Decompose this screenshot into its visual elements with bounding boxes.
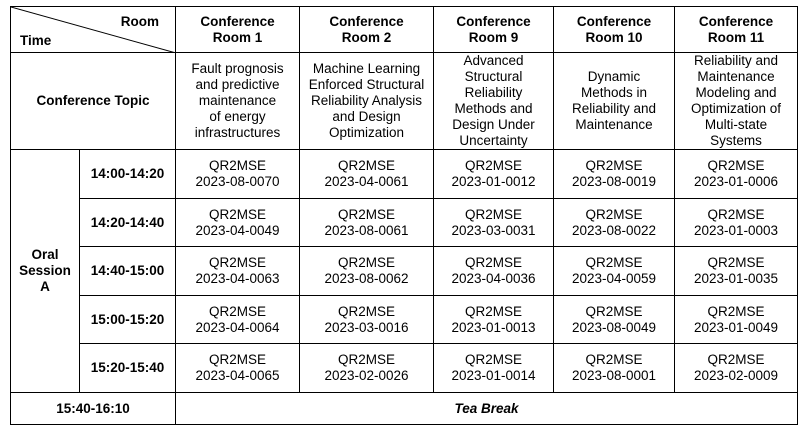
paper-cell: QR2MSE 2023-04-0061 <box>300 150 434 199</box>
header-row <box>11 7 798 53</box>
paper-cell: QR2MSE 2023-02-0026 <box>300 344 434 393</box>
schedule-table <box>10 6 798 425</box>
time-slot: 14:40-15:00 <box>80 247 176 296</box>
paper-cell: QR2MSE 2023-08-0022 <box>554 199 675 247</box>
paper-cell: QR2MSE 2023-01-0049 <box>675 296 798 344</box>
room-header: Conference Room 1 <box>176 7 300 53</box>
tea-break-label: Tea Break <box>176 393 798 425</box>
paper-cell: QR2MSE 2023-01-0012 <box>434 150 554 199</box>
break-row <box>11 393 798 425</box>
table-row <box>11 199 798 247</box>
paper-cell: QR2MSE 2023-08-0070 <box>176 150 300 199</box>
paper-cell: QR2MSE 2023-04-0064 <box>176 296 300 344</box>
room-header: Conference Room 9 <box>434 7 554 53</box>
time-slot: 14:00-14:20 <box>80 150 176 199</box>
time-axis-label: Time <box>20 33 52 48</box>
topic-row-label: Conference Topic <box>11 53 176 150</box>
break-time: 15:40-16:10 <box>11 393 176 425</box>
paper-cell: QR2MSE 2023-08-0019 <box>554 150 675 199</box>
time-slot: 14:20-14:40 <box>80 199 176 247</box>
paper-cell: QR2MSE 2023-03-0031 <box>434 199 554 247</box>
paper-cell: QR2MSE 2023-01-0014 <box>434 344 554 393</box>
table-row <box>11 296 798 344</box>
paper-cell: QR2MSE 2023-08-0001 <box>554 344 675 393</box>
time-slot: 15:00-15:20 <box>80 296 176 344</box>
paper-cell: QR2MSE 2023-08-0049 <box>554 296 675 344</box>
table-row <box>11 344 798 393</box>
paper-cell: QR2MSE 2023-08-0062 <box>300 247 434 296</box>
corner-cell <box>11 7 176 53</box>
topic-cell: Reliability and Maintenance Modeling and Optimization of Multi-state Systems <box>675 53 798 150</box>
topic-row <box>11 53 798 150</box>
paper-cell: QR2MSE 2023-01-0006 <box>675 150 798 199</box>
room-axis-label: Room <box>120 14 159 29</box>
room-header: Conference Room 11 <box>675 7 798 53</box>
paper-cell: QR2MSE 2023-03-0016 <box>300 296 434 344</box>
table-row <box>11 247 798 296</box>
paper-cell: QR2MSE 2023-04-0063 <box>176 247 300 296</box>
time-slot: 15:20-15:40 <box>80 344 176 393</box>
session-label: Oral Session A <box>11 150 80 393</box>
paper-cell: QR2MSE 2023-04-0036 <box>434 247 554 296</box>
topic-cell: Machine Learning Enforced Structural Reliability Analysis and Design Optimization <box>300 53 434 150</box>
table-row <box>11 150 798 199</box>
paper-cell: QR2MSE 2023-04-0059 <box>554 247 675 296</box>
paper-cell: QR2MSE 2023-02-0009 <box>675 344 798 393</box>
paper-cell: QR2MSE 2023-08-0061 <box>300 199 434 247</box>
paper-cell: QR2MSE 2023-04-0065 <box>176 344 300 393</box>
topic-cell: Advanced Structural Reliability Methods and Design Under Uncertainty <box>434 53 554 150</box>
room-header: Conference Room 10 <box>554 7 675 53</box>
paper-cell: QR2MSE 2023-01-0013 <box>434 296 554 344</box>
paper-cell: QR2MSE 2023-01-0035 <box>675 247 798 296</box>
topic-cell: Fault prognosis and predictive maintenance of energy infrastructures <box>176 53 300 150</box>
room-header: Conference Room 2 <box>300 7 434 53</box>
topic-cell: Dynamic Methods in Reliability and Maintenance <box>554 53 675 150</box>
paper-cell: QR2MSE 2023-01-0003 <box>675 199 798 247</box>
paper-cell: QR2MSE 2023-04-0049 <box>176 199 300 247</box>
